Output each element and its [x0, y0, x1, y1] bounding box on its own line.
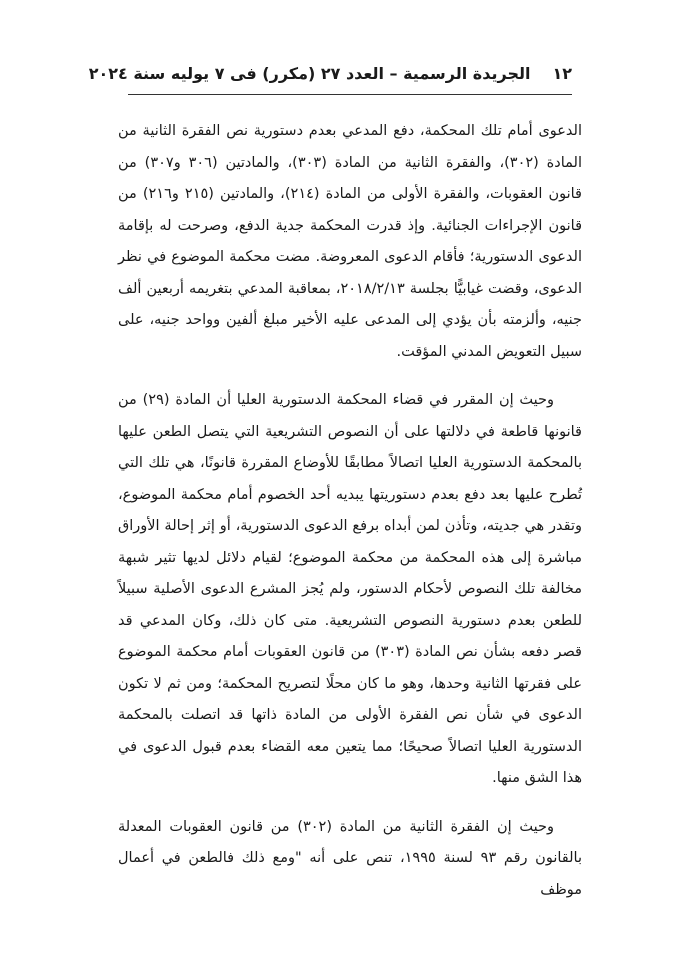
page-number: ١٢: [552, 63, 572, 83]
page-header: [88, 60, 572, 86]
paragraph-2: وحيث إن المقرر في قضاء المحكمة الدستورية العليا أن المادة (٢٩) من قانونها قاطعة في دلالتها على أن النصوص التشريعية التي يتصل الطعن عليها بالمحكمة الدستورية العليا اتصالاً مطابقًا للأوضاع المقررة قانونًا، هي تلك التي تُطرح عليها بعد دفع بعدم دستوريتها يبديه أحد الخصوم أمام محكمة الموضوع، وتقدر هي جديته، وتأذن لمن أبداه برفع الدعوى الدستورية، أو إثر إحالة الأوراق مباشرة إلى هذه المحكمة من محكمة الموضوع؛ لقيام دلائل لديها تثير شبهة مخالفة تلك النصوص لأحكام الدستور، ولم يُجز المشرع الدعوى الأصلية سبيلاً للطعن بعدم دستورية النصوص التشريعية. متى كان ذلك، وكان المدعي قد قصر دفعه بشأن نص المادة (٣٠٣) من قانون العقوبات أمام محكمة الموضوع على فقرتها الثانية وحدها، وهو ما كان محلًا لتصريح المحكمة؛ ومن ثم لا تكون الدعوى في شأن نص الفقرة الأولى من المادة ذاتها قد اتصلت بالمحكمة الدستورية العليا اتصالاً صحيحًا؛ مما يتعين معه القضاء بعدم قبول الدعوى في هذا الشق منها.: [118, 392, 582, 786]
paragraph-3: وحيث إن الفقرة الثانية من المادة (٣٠٢) من قانون العقوبات المعدلة بالقانون رقم ٩٣ لسنة ١٩٩٥، تنص على أنه "ومع ذلك فالطعن في أعمال موظف: [118, 818, 582, 898]
gazette-title: الجريدة الرسمية – العدد ٢٧ (مكرر) فى ٧ يوليه سنة ٢٠٢٤: [88, 63, 531, 83]
header-divider: [128, 94, 572, 95]
paragraph-1: الدعوى أمام تلك المحكمة، دفع المدعي بعدم دستورية نص الفقرة الثانية من المادة (٣٠٢)، والفقرة الثانية من المادة (٣٠٣)، والمادتين (٣٠٦ و٣٠٧) من قانون العقوبات، والفقرة الأولى من المادة (٢١٤)، والمادتين (٢١٥ و٢١٦) من قانون الإجراءات الجنائية. وإذ قدرت المحكمة جدية الدفع، وصرحت له بإقامة الدعوى الدستورية؛ فأقام الدعوى المعروضة. مضت محكمة الموضوع في نظر الدعوى، وقضت غيابيًّا بجلسة ٢٠١٨/٢/١٣، بمعاقبة المدعي بتغريمه أربعين ألف جنيه، وألزمته بأن يؤدي إلى المدعى عليه الأخير مبلغ ألفين وواحد جنيه، على سبيل التعويض المدني المؤقت.: [118, 123, 582, 360]
document-body: [118, 116, 582, 906]
